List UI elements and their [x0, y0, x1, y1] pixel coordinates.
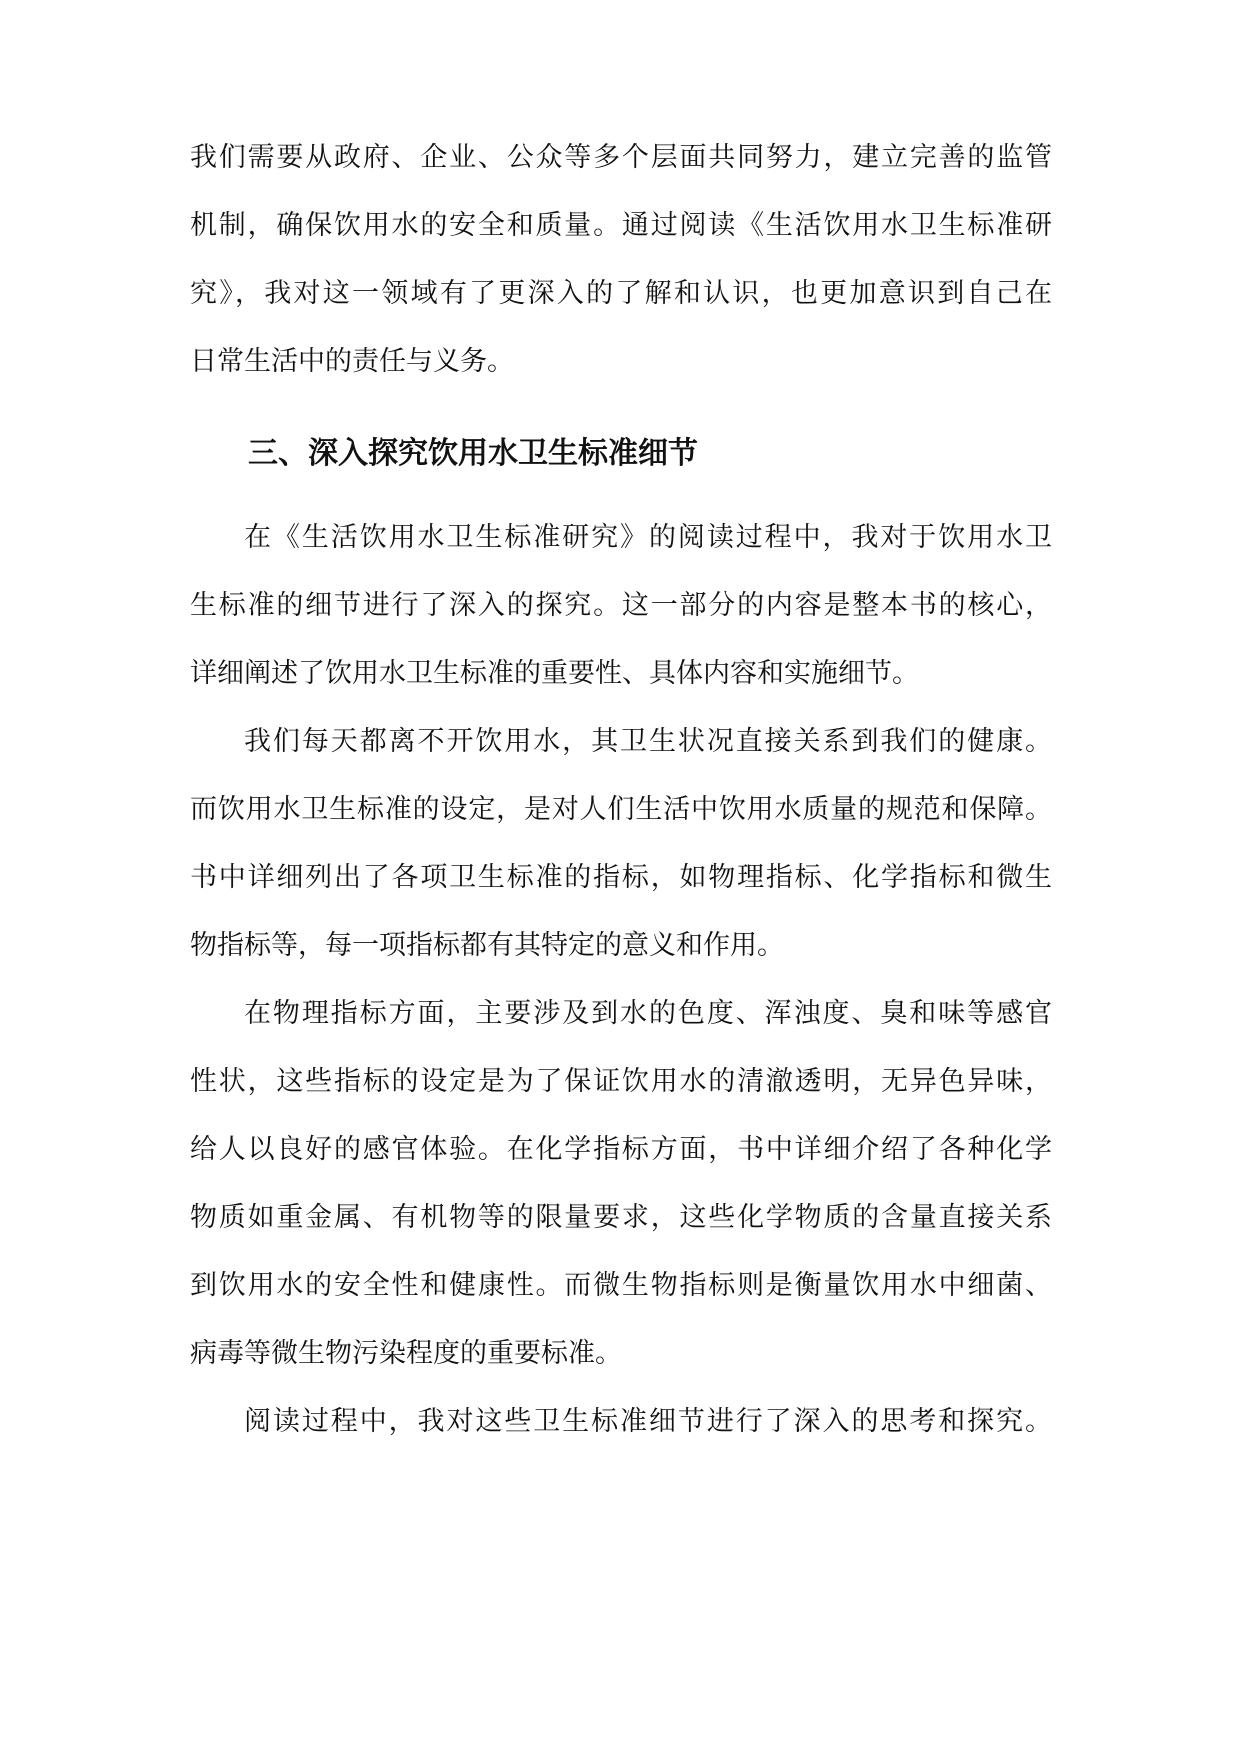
p2-line-4: 物指标等，每一项指标都有其特定的意义和作用。: [190, 930, 784, 961]
intro-line-1: 我们需要从政府、企业、公众等多个层面共同努力，建立完善的监管: [190, 142, 1052, 173]
p3-line-5: 到饮用水的安全性和健康性。而微生物指标则是衡量饮用水中细菌、: [190, 1270, 1052, 1301]
p1-line-2: 生标准的细节进行了深入的探究。这一部分的内容是整本书的核心，: [190, 590, 1052, 621]
p2-line-3: 书中详细列出了各项卫生标准的指标，如物理指标、化学指标和微生: [190, 862, 1052, 893]
intro-line-3: 究》，我对这一领域有了更深入的了解和认识，也更加意识到自己在: [190, 278, 1052, 309]
p2-line-2: 而饮用水卫生标准的设定，是对人们生活中饮用水质量的规范和保障。: [190, 794, 1052, 825]
p3-line-4: 物质如重金属、有机物等的限量要求，这些化学物质的含量直接关系: [190, 1202, 1052, 1233]
section-heading: 三、深入探究饮用水卫生标准细节: [248, 436, 698, 471]
intro-line-2: 机制，确保饮用水的安全和质量。通过阅读《生活饮用水卫生标准研: [190, 210, 1052, 241]
p1-line-3: 详细阐述了饮用水卫生标准的重要性、具体内容和实施细节。: [190, 658, 919, 689]
intro-line-4: 日常生活中的责任与义务。: [190, 346, 514, 377]
p3-line-3: 给人以良好的感官体验。在化学指标方面，书中详细介绍了各种化学: [190, 1134, 1052, 1165]
p3-line-6: 病毒等微生物污染程度的重要标准。: [190, 1338, 622, 1369]
p4-line-1: 阅读过程中，我对这些卫生标准细节进行了深入的思考和探究。: [244, 1406, 1052, 1437]
p3-line-1: 在物理指标方面，主要涉及到水的色度、浑浊度、臭和味等感官: [244, 998, 1052, 1029]
p3-line-2: 性状，这些指标的设定是为了保证饮用水的清澈透明，无异色异味，: [190, 1066, 1052, 1097]
p2-line-1: 我们每天都离不开饮用水，其卫生状况直接关系到我们的健康。: [244, 726, 1052, 757]
p1-line-1: 在《生活饮用水卫生标准研究》的阅读过程中，我对于饮用水卫: [244, 522, 1052, 553]
